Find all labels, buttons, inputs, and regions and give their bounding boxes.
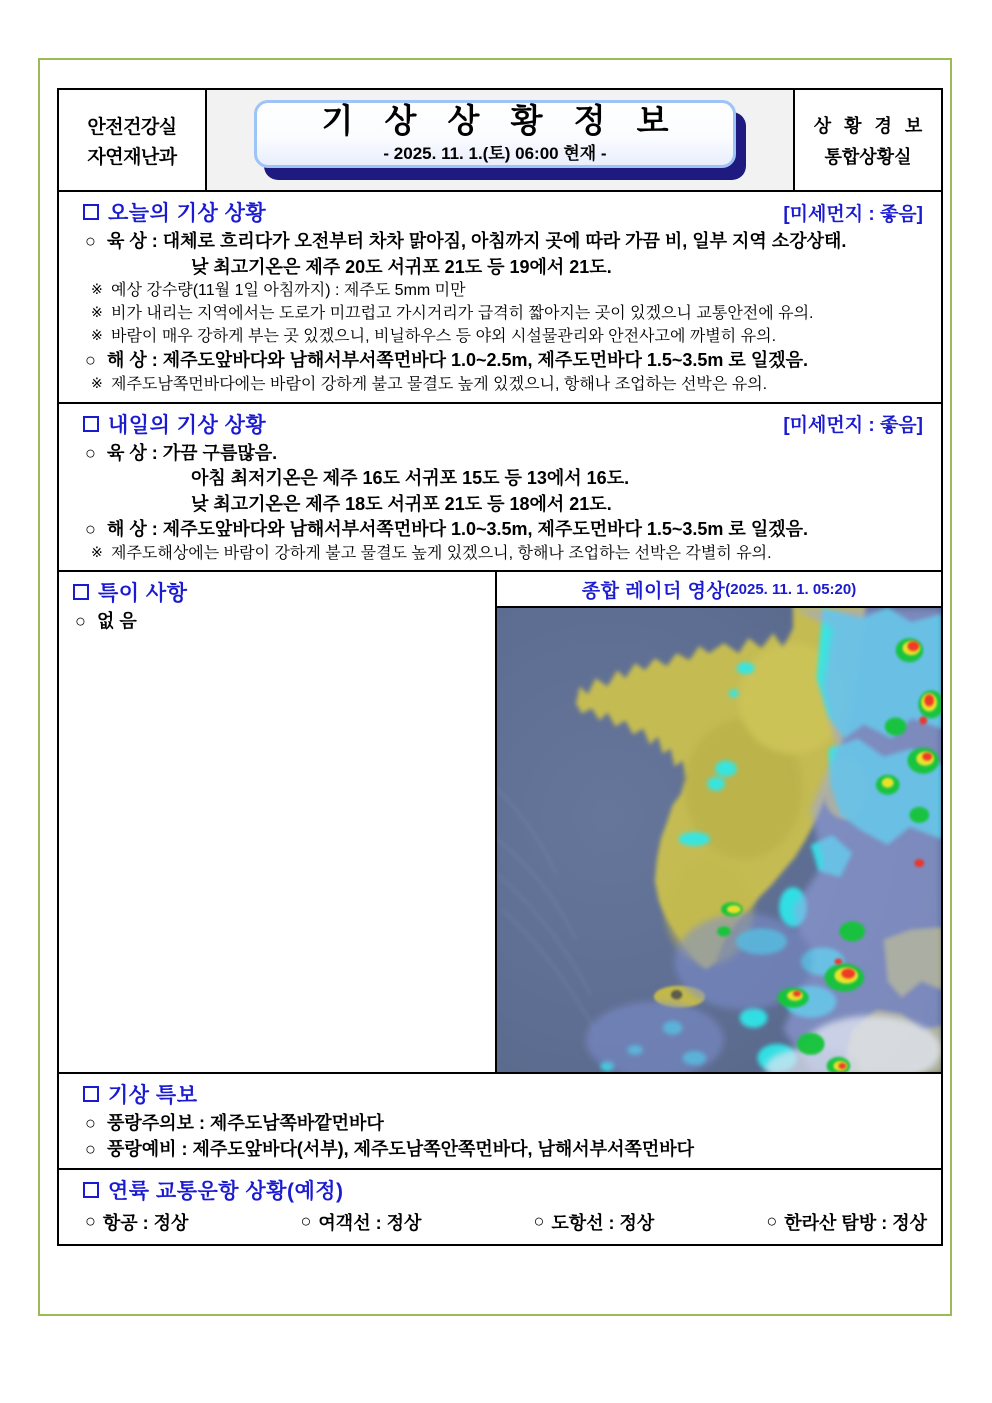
header-title-cell: [207, 90, 793, 190]
asterisk-icon: ※: [91, 374, 103, 391]
bullet-circle-icon: ○: [75, 611, 86, 632]
asterisk-icon: ※: [91, 543, 103, 560]
document-header: [59, 90, 941, 192]
bullet-circle-icon: ○: [533, 1211, 545, 1232]
document-timestamp: - 2025. 11. 1.(토) 06:00 현재 -: [383, 144, 607, 164]
tomorrow-land-line-3: [69, 492, 931, 518]
today-sea-line: [69, 348, 931, 374]
section-weather-alerts: [59, 1074, 941, 1169]
bullet-circle-icon: ○: [85, 231, 96, 251]
asterisk-icon: ※: [91, 326, 103, 343]
today-note-4: [69, 374, 931, 397]
section-special-and-radar: [59, 572, 941, 1074]
alert-item-1: [69, 1111, 931, 1137]
tomorrow-note-1: [69, 543, 931, 566]
today-land-text-2: 낮 최고기온은 제주 20도 서귀포 21도 등 19에서 21도.: [191, 256, 612, 277]
asterisk-icon: ※: [91, 303, 103, 320]
alert-item-1-text: 풍랑주의보 : 제주도남쪽바깥먼바다: [107, 1113, 384, 1134]
alerts-heading-row: [69, 1076, 931, 1111]
alerts-heading: [83, 1079, 197, 1109]
transport-item-ferry-label: 여객선 : 정상: [318, 1212, 422, 1233]
bullet-circle-icon: ○: [85, 519, 96, 540]
department-line-1: 안전건강실: [87, 116, 177, 138]
transport-item-boat-label: 도항선 : 정상: [551, 1212, 655, 1233]
checkbox-icon: [83, 1086, 99, 1102]
header-office-cell: [793, 90, 941, 190]
transport-heading: [83, 1175, 344, 1205]
bullet-circle-icon: ○: [85, 442, 96, 463]
transport-title: 연륙 교통운항 상황(예정): [108, 1179, 344, 1203]
bullet-circle-icon: ○: [85, 1138, 96, 1159]
special-heading-row: [59, 574, 495, 609]
bullet-circle-icon: ○: [766, 1211, 778, 1232]
transport-item-boat: [533, 1209, 654, 1235]
title-plate: [254, 100, 746, 180]
today-note-3: [69, 326, 931, 349]
tomorrow-heading: [83, 409, 266, 439]
today-note-1-text: 예상 강수량(11월 1일 아침까지) : 제주도 5mm 미만: [111, 282, 466, 300]
tomorrow-land-text-2: 아침 최저기온은 제주 16도 서귀포 15도 등 13에서 16도.: [191, 468, 630, 489]
transport-heading-row: [69, 1172, 931, 1207]
today-heading-row: [69, 194, 931, 229]
tomorrow-note-1-text: 제주도해상에는 바람이 강하게 불고 물결도 높게 있겠으니, 항해나 조업하는 선박은 각별히 유의.: [111, 544, 772, 562]
today-dust-badge: [미세먼지 : 좋음]: [783, 203, 923, 225]
tomorrow-title: 내일의 기상 상황: [108, 413, 267, 437]
special-title: 특이 사항: [98, 582, 188, 606]
radar-image: [497, 608, 941, 1072]
today-note-2-text: 비가 내리는 지역에서는 도로가 미끄럽고 가시거리가 급격히 짧아지는 곳이 있겠으니 교통안전에 유의.: [111, 304, 814, 322]
office-line-1: 상 황 경 보: [813, 115, 927, 136]
today-land-line-2: [69, 255, 931, 281]
title-box: [254, 100, 736, 168]
tomorrow-heading-row: [69, 406, 931, 441]
document-title: 기 상 상 황 정 보: [321, 101, 680, 139]
checkbox-icon: [83, 204, 99, 220]
alert-item-2: [69, 1137, 931, 1163]
transport-item-air: [85, 1209, 188, 1235]
radar-datetime: (2025. 11. 1. 05:20): [725, 580, 857, 598]
alerts-title: 기상 특보: [108, 1084, 198, 1108]
weather-report-document: [57, 88, 943, 1246]
checkbox-icon: [83, 1182, 99, 1198]
checkbox-icon: [73, 584, 89, 600]
bullet-circle-icon: ○: [85, 350, 96, 371]
asterisk-icon: ※: [91, 281, 103, 298]
section-today-weather: [59, 192, 941, 404]
radar-title: 종합 레이더 영상: [581, 580, 726, 602]
today-note-3-text: 바람이 매우 강하게 부는 곳 있겠으니, 비닐하우스 등 야외 시설물관리와 안전사고에 까별히 유의.: [111, 327, 777, 345]
tomorrow-land-line: [69, 441, 931, 467]
transport-items-row: [69, 1207, 931, 1239]
today-sea-text: 해 상 : 제주도앞바다와 남해서부서쪽먼바다 1.0~2.5m, 제주도먼바다 1.5~3.5m 로 일겠음.: [107, 350, 808, 371]
transport-item-hallasan: [766, 1209, 927, 1235]
tomorrow-land-text-3: 낮 최고기온은 제주 18도 서귀포 21도 등 18에서 21도.: [191, 493, 612, 514]
bullet-circle-icon: ○: [85, 1113, 96, 1134]
tomorrow-sea-line: [69, 517, 931, 543]
today-note-4-text: 제주도남쪽먼바다에는 바람이 강하게 불고 물결도 높게 있겠으니, 항해나 조업하는 선박은 유의.: [111, 375, 768, 393]
radar-panel: [497, 572, 941, 1072]
today-note-1: [69, 280, 931, 303]
bullet-circle-icon: ○: [85, 1211, 96, 1232]
special-item-1-text: 없 음: [97, 611, 137, 632]
today-land-line: [69, 229, 931, 255]
department-line-2: 자연재난과: [87, 146, 177, 168]
today-note-2: [69, 303, 931, 326]
alert-item-2-text: 풍랑예비 : 제주도앞바다(서부), 제주도남쪽안쪽먼바다, 남해서부서쪽먼바다: [107, 1138, 695, 1159]
special-item-1: [59, 609, 495, 635]
office-line-2: 통합상황실: [824, 146, 912, 167]
tomorrow-dust-badge: [미세먼지 : 좋음]: [783, 415, 923, 437]
section-special-notes: [59, 572, 497, 1072]
radar-image-graphic: [497, 608, 941, 1072]
section-transport-status: [59, 1170, 941, 1244]
today-heading: [83, 197, 266, 227]
section-tomorrow-weather: [59, 404, 941, 573]
today-title: 오늘의 기상 상황: [108, 202, 267, 225]
transport-item-ferry: [301, 1209, 422, 1235]
today-land-text: 육 상 : 대체로 흐리다가 오전부터 차차 맑아짐, 아침까지 곳에 따라 가끔 비, 일부 지역 소강상태.: [107, 231, 847, 251]
transport-item-air-label: 항공 : 정상: [102, 1212, 189, 1233]
tomorrow-land-line-2: [69, 466, 931, 492]
bullet-circle-icon: ○: [300, 1211, 312, 1232]
tomorrow-land-text: 육 상 : 가끔 구름많음.: [107, 442, 278, 463]
radar-header: [497, 572, 941, 608]
transport-item-hallasan-label: 한라산 탐방 : 정상: [784, 1212, 927, 1233]
checkbox-icon: [83, 416, 99, 432]
tomorrow-sea-text: 해 상 : 제주도앞바다와 남해서부서쪽먼바다 1.0~3.5m, 제주도먼바다 1.5~3.5m 로 일겠음.: [107, 519, 808, 540]
special-heading: [73, 577, 187, 607]
header-department-cell: [59, 90, 207, 190]
